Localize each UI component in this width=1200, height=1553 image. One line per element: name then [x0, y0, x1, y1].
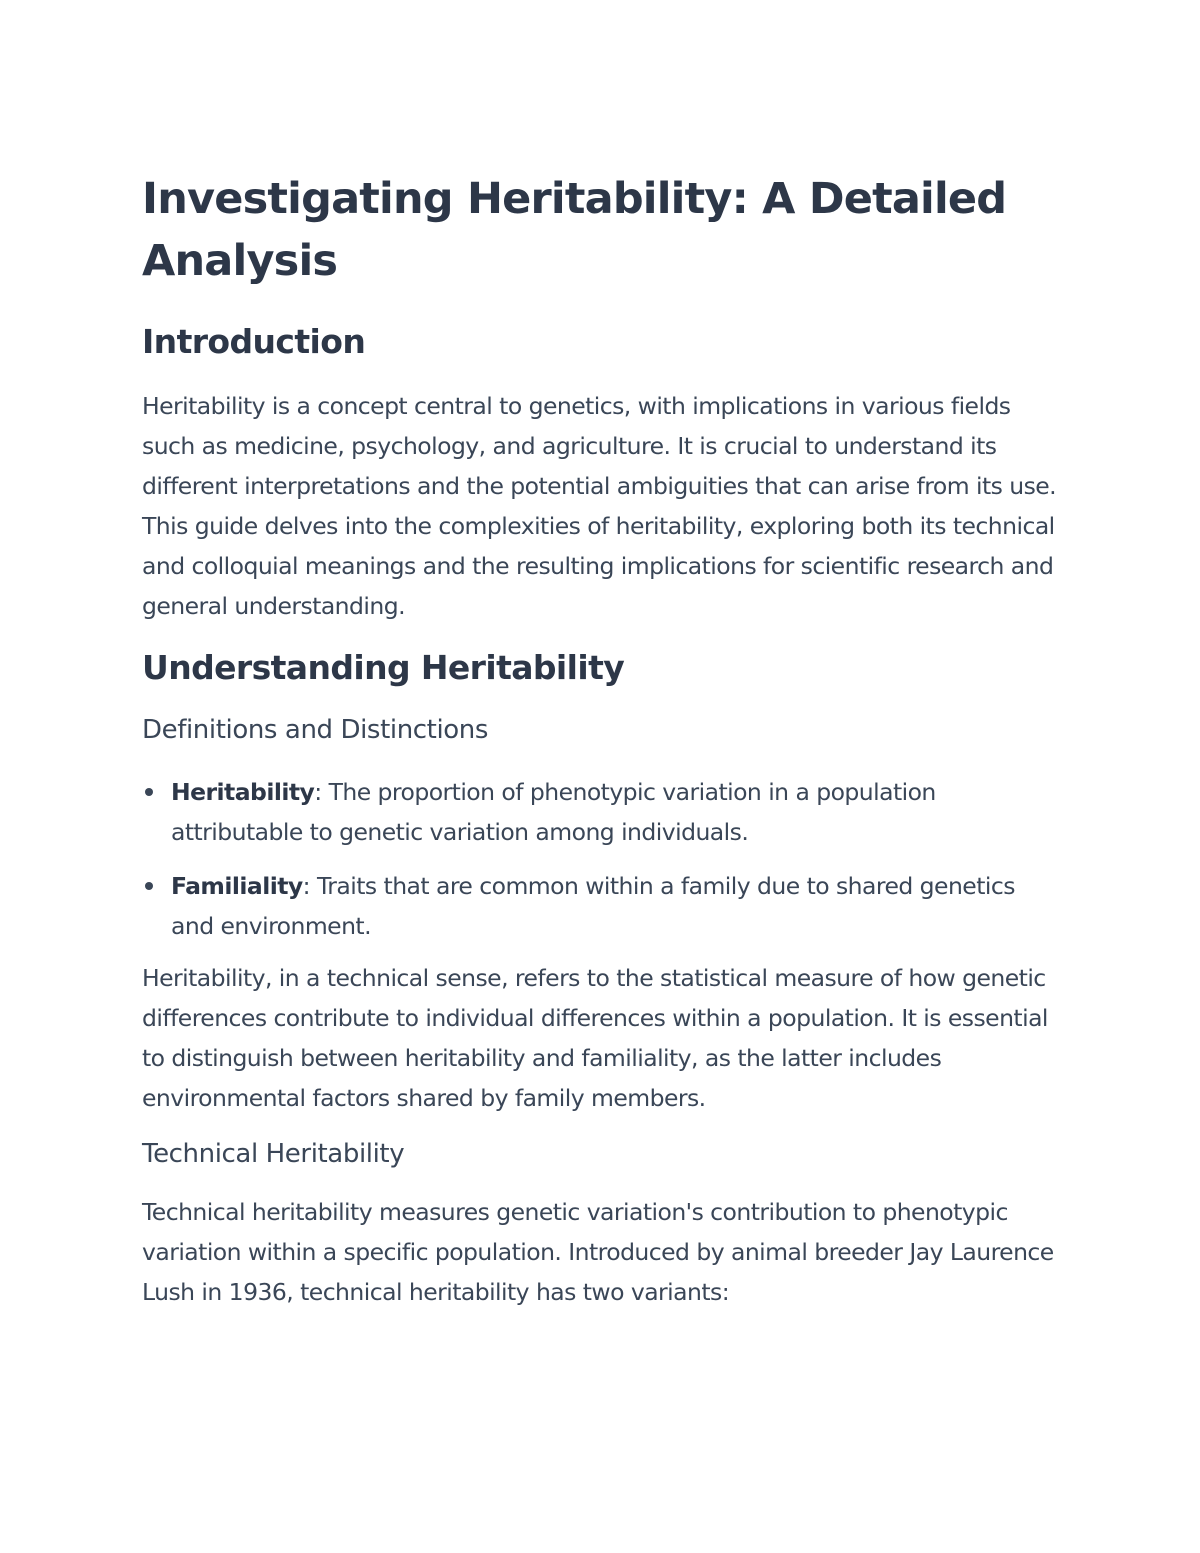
definitions-heading: Definitions and Distinctions	[142, 715, 489, 745]
understanding-heading: Understanding Heritability	[142, 648, 625, 687]
technical-paragraph: Technical heritability measures genetic variation's contribution to phenotypic variation within a specific population. Introduced by animal breeder Jay Laurence Lush in 1936, technical heritability has two variants:	[142, 1198, 1054, 1306]
list-item	[142, 866, 1057, 946]
term-familiality: Familiality	[171, 872, 303, 900]
document-page	[142, 168, 1057, 1312]
bullet-icon	[145, 882, 153, 890]
list-item	[142, 772, 1057, 852]
bullet-icon	[145, 788, 153, 796]
definitions-paragraph: Heritability, in a technical sense, refers to the statistical measure of how genetic differences contribute to individual differences within a population. It is essential to distinguish between heritability and familiality, as the latter includes environmental factors shared by family members.	[142, 964, 1048, 1112]
introduction-heading: Introduction	[142, 322, 366, 361]
term-heritability: Heritability	[171, 778, 315, 806]
definition-text: : Traits that are common within a family due to shared genetics and environment.	[171, 872, 1015, 940]
definitions-list	[142, 772, 1057, 946]
document-title: Investigating Heritability: A Detailed Analysis	[142, 174, 1007, 286]
technical-heading: Technical Heritability	[142, 1139, 405, 1169]
definition-text: : The proportion of phenotypic variation in a population attributable to genetic variation among individuals.	[171, 778, 936, 846]
introduction-paragraph: Heritability is a concept central to genetics, with implications in various fields such as medicine, psychology, and agriculture. It is crucial to understand its different interpretations and the potential ambiguities that can arise from its use. This guide delves into the complexities of heritability, exploring both its technical and colloquial meanings and the resulting implications for scientific research and general understanding.	[142, 392, 1057, 620]
